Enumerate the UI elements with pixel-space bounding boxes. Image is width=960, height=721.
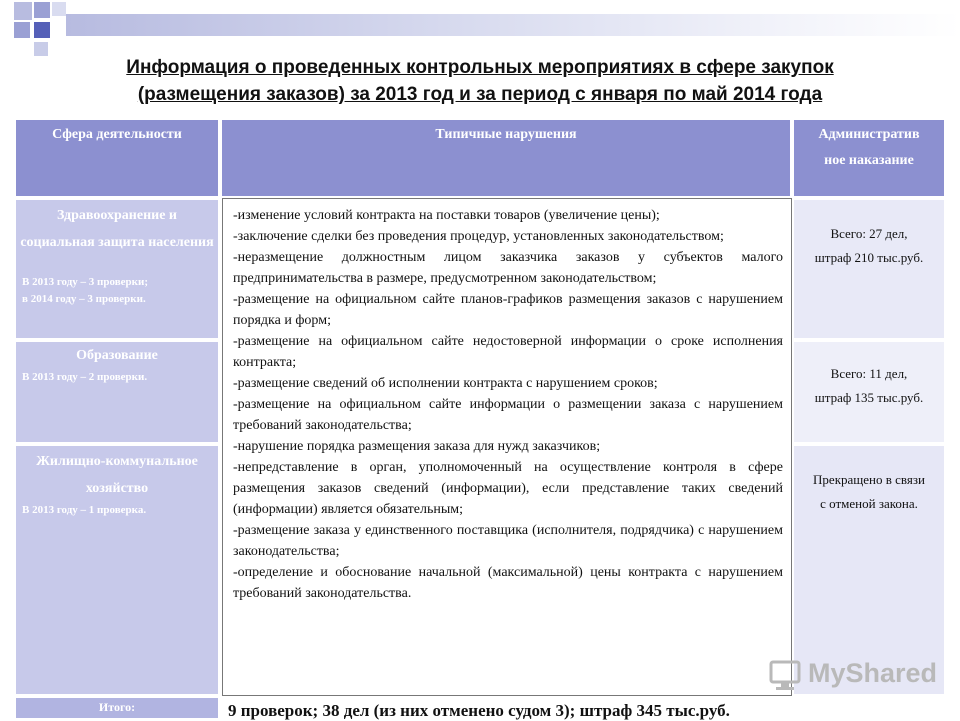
header-punishment-line1: Административ (818, 127, 920, 142)
controls-table (14, 118, 946, 720)
header-sphere: Сфера деятельности (14, 118, 220, 198)
title-line-2: (размещения заказов) за 2013 год и за период с января по май 2014 года (137, 84, 823, 105)
header-violations: Типичные нарушения (220, 118, 792, 198)
watermark (768, 656, 938, 692)
punishment-education (792, 340, 946, 444)
violation-item: -размещение на официальном сайте недостоверной информации о сроке исполнения контракта; (233, 334, 783, 370)
punishment-line: Всего: 27 дел, (830, 226, 908, 241)
decor-square (34, 2, 50, 18)
checks-2013: В 2013 году – 1 проверка. (22, 504, 147, 516)
violation-item: -определение и обоснование начальной (максимальной) цены контракта с нарушением требований законодательства. (233, 565, 783, 601)
violation-item: -неразмещение должностным лицом заказчика заказов у субъектов малого предпринимательства в размере, предусмотренном законодательством; (233, 250, 783, 286)
sphere-name: Здравоохранение и социальная защита населения (20, 208, 214, 250)
checks-2014: в 2014 году – 3 проверки. (22, 293, 146, 305)
total-value: 9 проверок; 38 дел (из них отменено судом 3); штраф 345 тыс.руб. (220, 696, 946, 720)
header-punishment-line2: ное наказание (824, 153, 914, 168)
decor-gradient-bar (66, 14, 960, 36)
violation-item: -непредставление в орган, уполномоченный на осуществление контроля в сфере размещения заказов сведений (информации), если представление таких сведений (информации) является обязательным; (233, 460, 783, 517)
decor-square (14, 22, 30, 38)
decor-square (52, 2, 66, 16)
sphere-health (14, 198, 220, 340)
violations-list (222, 198, 792, 696)
violation-item: -заключение сделки без проведения процедур, установленных законодательством; (233, 229, 724, 244)
title-line-1: Информация о проведенных контрольных мероприятиях в сфере закупок (126, 57, 834, 78)
projector-screen-icon (768, 658, 802, 692)
checks-2013: В 2013 году – 2 проверки. (22, 371, 148, 383)
punishment-line: с отменой закона. (820, 496, 918, 511)
violation-item: -нарушение порядка размещения заказа для нужд заказчиков; (233, 439, 601, 454)
violation-item: -размещение на официальном сайте информации о размещении заказа с нарушением требований законодательства; (233, 397, 783, 433)
punishment-line: Прекращено в связи (813, 472, 925, 487)
decor-square (14, 2, 32, 20)
page-title (40, 54, 920, 108)
violation-item: -размещение на официальном сайте планов-графиков размещения заказов с нарушением порядка и форм; (233, 292, 783, 328)
punishment-line: штраф 210 тыс.руб. (814, 250, 924, 265)
decor-square (34, 22, 50, 38)
sphere-name: Жилищно-коммунальное хозяйство (36, 454, 198, 496)
checks-2013: В 2013 году – 3 проверки; (22, 276, 149, 288)
sphere-education (14, 340, 220, 444)
violation-item: -изменение условий контракта на поставки товаров (увеличение цены); (233, 208, 660, 223)
punishment-line: штраф 135 тыс.руб. (814, 390, 924, 405)
violation-item: -размещение сведений об исполнении контракта с нарушением сроков; (233, 376, 658, 391)
punishment-health (792, 198, 946, 340)
watermark-text: MyShared (808, 658, 938, 688)
total-label: Итого: (14, 696, 220, 720)
punishment-line: Всего: 11 дел, (830, 366, 908, 381)
violation-item: -размещение заказа у единственного поставщика (исполнителя, подрядчика) с нарушением законодательства; (233, 523, 783, 559)
sphere-housing (14, 444, 220, 696)
header-punishment (792, 118, 946, 198)
sphere-name: Образование (76, 348, 158, 363)
